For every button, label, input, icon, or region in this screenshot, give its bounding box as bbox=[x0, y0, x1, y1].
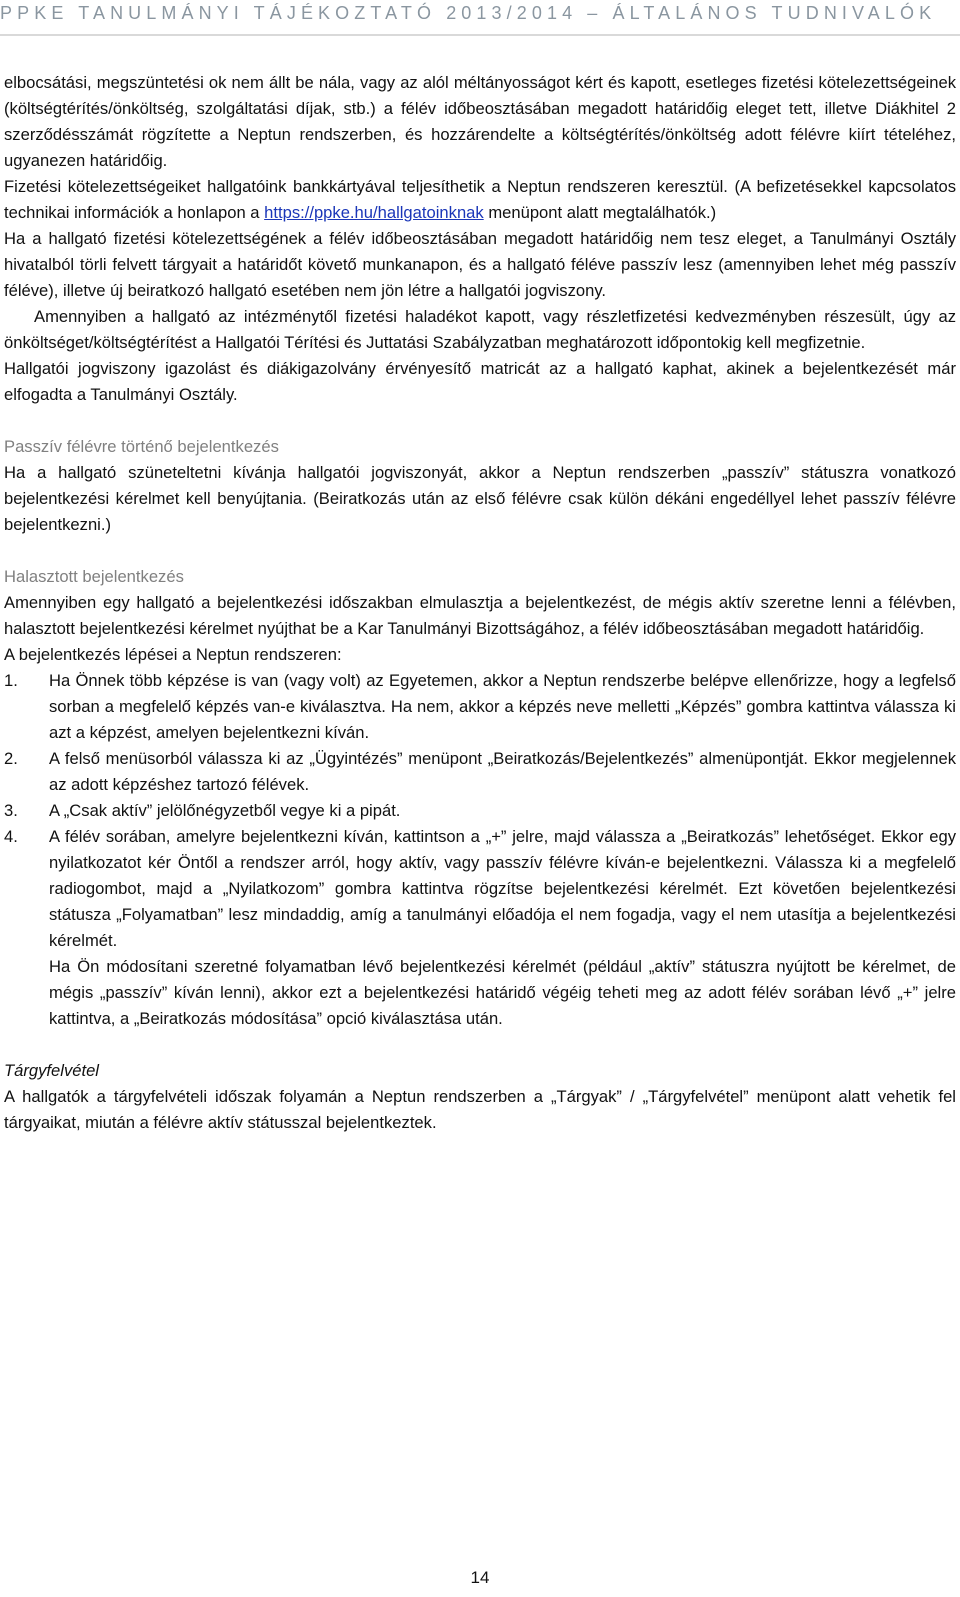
passive-semester-text: Ha a hallgató szüneteltetni kívánja hallgatói jogviszonyát, akkor a Neptun rendszerben „passzív” státuszra vonatkozó bejelentkezési kérelmet kell benyújtania. (Beiratkozás után az első félévre csak külön dékáni engedéllyel lehet passzív félévre bejelentkezni.) bbox=[4, 463, 956, 534]
step-extra-text: Ha Ön módosítani szeretné folyamatban lévő bejelentkezési kérelmét (például „aktív” státuszra nyújtott be kérelmet, de mégis „passzív” kíván lenni), akkor ezt a bejelentkezési határidő végéig teheti meg az adott félév sorában lévő „+” jelre kattintva, a „Beiratkozás módosítása” opció kiválasztása után. bbox=[49, 957, 956, 1028]
delayed-registration-text: Amennyiben egy hallgató a bejelentkezési időszakban elmulasztja a bejelentkezést, de mégis aktív szeretne lenni a félévben, halasztott bejelentkezési kérelmet nyújthat be a Kar Tanulmányi Bizottságához, a félév időbeosztásában megadott határidőig. bbox=[4, 593, 956, 638]
running-header: PPKE TANULMÁNYI TÁJÉKOZTATÓ 2013/2014 – ÁLTALÁNOS TUDNIVALÓK bbox=[0, 3, 937, 23]
step-number: 3. bbox=[4, 801, 18, 820]
course-registration-text: A hallgatók a tárgyfelvételi időszak folyamán a Neptun rendszerben a „Tárgyak” / „Tárgyfelvétel” menüpont alatt vehetik fel tárgyaikat, miután a félévre aktív státusszal bejelentkeztek. bbox=[4, 1087, 956, 1132]
passive-semester-heading: Passzív félévre történő bejelentkezés bbox=[4, 437, 279, 456]
page-number: 14 bbox=[470, 1568, 490, 1587]
payment-text-b: menüpont alatt megtalálhatók.) bbox=[483, 203, 717, 222]
step-text: A felső menüsorból válassza ki az „Ügyintézés” menüpont „Beiratkozás/Bejelentkezés” almenüpontját. Ekkor megjelennek az adott képzéshez tartozó félévek. bbox=[49, 749, 956, 794]
list-item bbox=[4, 798, 956, 824]
list-item bbox=[4, 824, 956, 1032]
registration-steps-list bbox=[4, 668, 956, 1032]
step-text: A félév sorában, amelyre bejelentkezni kíván, kattintson a „+” jelre, majd válassza a „Beiratkozás” lehetőséget. Ekkor egy nyilatkozatot kér Öntől a rendszer arról, hogy aktív, vagy passzív félévre kíván-e bejelentkezni. Válassza ki a megfelelő radiogombot, majd a „Nyilatkozom” gombra kattintva rögzítse bejelentkezési kérelmét. Ezt követően bejelentkezési státusza „Folyamatban” lesz mindaddig, amíg a tanulmányi előadója el nem fogadja, vagy el nem utasítja a bejelentkezési kérelmét. bbox=[49, 827, 956, 950]
course-registration-heading: Tárgyfelvétel bbox=[4, 1061, 99, 1080]
paragraph-deferral: Amennyiben a hallgató az intézménytől fizetési haladékot kapott, vagy részletfizetési kedvezményben részesült, úgy az önköltséget/költségtérítést a Hallgatói Térítési és Juttatási Szabályzatban meghatározott időpontokig kell megfizetnie. bbox=[4, 307, 956, 352]
steps-intro: A bejelentkezés lépései a Neptun rendszeren: bbox=[4, 645, 342, 664]
step-text: Ha Önnek több képzése is van (vagy volt) az Egyetemen, akkor a Neptun rendszerbe belépve ellenőrizze, hogy a legfelső sorban a megfelelő képzés van-e kiválasztva. Ha nem, akkor a képzés neve melletti „Képzés” gombra kattintva válassza ki azt a képzést, amelyen bejelentkezni kíván. bbox=[49, 671, 956, 742]
step-number: 4. bbox=[4, 827, 18, 846]
payment-text-a: Fizetési kötelezettségeiket hallgatóink bankkártyával teljesíthetik a Neptun rendszeren keresztül. (A befizetésekkel kapcsolatos technikai információk a honlapon a bbox=[4, 177, 956, 222]
step-number: 2. bbox=[4, 749, 18, 768]
paragraph-certificate: Hallgatói jogviszony igazolást és diákigazolvány érvényesítő matricát az a hallgató kaphat, akinek a bejelentkezését már elfogadta a Tanulmányi Osztály. bbox=[4, 359, 956, 404]
list-item bbox=[4, 746, 956, 798]
paragraph-nonpayment: Ha a hallgató fizetési kötelezettségének a félév időbeosztásában megadott határidőig nem tesz eleget, a Tanulmányi Osztály hivatalból törli felvett tárgyait a határidőt követő munkanapon, és a hallgató féléve passzív lesz (amennyiben lehet még passzív féléve), illetve új beiratkozó hallgató esetében nem jön létre a hallgatói jogviszony. bbox=[4, 229, 956, 300]
delayed-registration-heading: Halasztott bejelentkezés bbox=[4, 567, 184, 586]
paragraph-enrollment-conditions: elbocsátási, megszüntetési ok nem állt be nála, vagy az alól méltányosságot kért és kapott, esetleges fizetési kötelezettségeinek (költségtérítés/önköltség, szolgáltatási díjak, stb.) a félév időbeosztásában megadott határidőig eleget tett, illetve Diákhitel 2 szerződésszámát rögzítette a Neptun rendszerben, és hozzárendelte a költségtérítés/önköltség adott félévre kiírt tételéhez, ugyanezen határidőig. bbox=[4, 73, 956, 170]
students-page-link[interactable]: https://ppke.hu/hallgatoinknak bbox=[264, 203, 484, 222]
document-body bbox=[4, 70, 956, 1136]
header-divider bbox=[0, 34, 960, 36]
list-item bbox=[4, 668, 956, 746]
paragraph-payment bbox=[4, 174, 956, 226]
step-number: 1. bbox=[4, 671, 18, 690]
step-text: A „Csak aktív” jelölőnégyzetből vegye ki a pipát. bbox=[49, 801, 401, 820]
